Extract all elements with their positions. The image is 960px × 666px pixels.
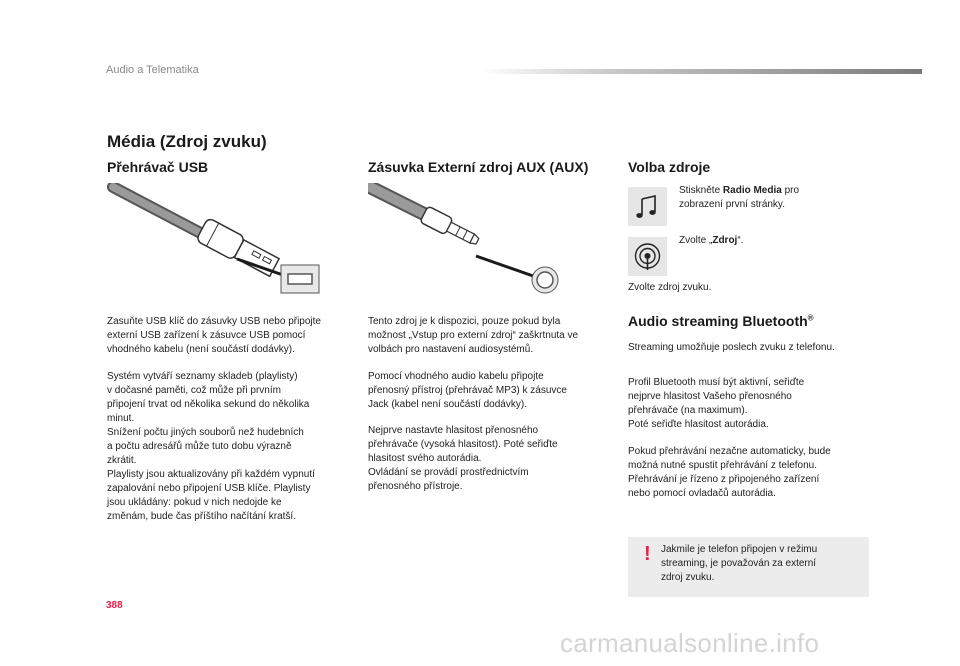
- warning-icon: !: [644, 543, 651, 565]
- radio-signal-icon: [628, 237, 667, 276]
- usb-heading: Přehrávač USB: [107, 159, 209, 175]
- aux-paragraph-3: Nejprve nastavte hlasitost přenosného přehrávače (vysoká hlasitost). Poté seřiďte hlasitost svého autorádia. Ovládání se provádí prostřednictvím přenosného přístroje.: [368, 425, 558, 492]
- usb-paragraph-1: Zasuňte USB klíč do zásuvky USB nebo připojte externí USB zařízení k zásuvce USB pomocí vhodného kabelu (není součástí dodávky).: [107, 316, 321, 355]
- source-heading: Volba zdroje: [628, 159, 711, 175]
- source-step-2: Zvolte „Zdroj“.: [679, 235, 744, 246]
- bluetooth-paragraph-3: Pokud přehrávání nezačne automaticky, bude možná nutné spustit přehrávání z telefonu. Přehrávání je řízeno z připojeného zařízení nebo pomocí ovladačů autorádia.: [628, 446, 831, 499]
- watermark: carmanualsonline.info: [560, 628, 820, 658]
- aux-illustration: [368, 183, 568, 298]
- aux-heading: Zásuvka Externí zdroj AUX (AUX): [368, 159, 589, 175]
- page-title: Média (Zdroj zvuku): [107, 132, 267, 151]
- source-step-1: Stiskněte Radio Media pro zobrazení první stránky.: [679, 185, 800, 210]
- aux-paragraph-1: Tento zdroj je k dispozici, pouze pokud byla možnost „Vstup pro externí zdroj“ zaškrtnuta ve volbách pro nastavení audiosystémů.: [368, 316, 579, 355]
- usb-illustration: [107, 183, 327, 298]
- warning-note-text: Jakmile je telefon připojen v režimu streaming, je považován za externí zdroj zvuku.: [661, 544, 818, 583]
- bluetooth-paragraph-1: Streaming umožňuje poslech zvuku z telefonu.: [628, 342, 835, 353]
- bluetooth-paragraph-2: Profil Bluetooth musí být aktivní, seřiďte nejprve hlasitost Vašeho přenosného přehrávače (na maximum). Poté seřiďte hlasitost autorádia.: [628, 377, 805, 430]
- aux-paragraph-2: Pomocí vhodného audio kabelu připojte přenosný přístroj (přehrávač MP3) k zásuvce Jack (kabel není součástí dodávky).: [368, 371, 567, 410]
- header-title: Audio a Telematika: [106, 64, 199, 76]
- bluetooth-heading: Audio streaming Bluetooth®: [628, 313, 814, 329]
- music-note-icon: [628, 187, 667, 226]
- usb-paragraph-2: Systém vytváří seznamy skladeb (playlisty) v dočasné paměti, což může při prvním připojení trvat od několika sekund do několika minut. Snížení počtu jiných souborů než hudebních a počtu adresářů může tuto dobu výrazně zkrátit. Playlisty jsou aktualizovány při každém vypnutí zapalování nebo připojení USB klíče. Playlisty jsou ukládány: pokud v nich nedojde ke změnám, bude čas příštího načítání kratší.: [107, 371, 315, 522]
- header-divider: [480, 69, 922, 74]
- page-number: 388: [106, 600, 123, 611]
- source-step-3: Zvolte zdroj zvuku.: [628, 282, 712, 293]
